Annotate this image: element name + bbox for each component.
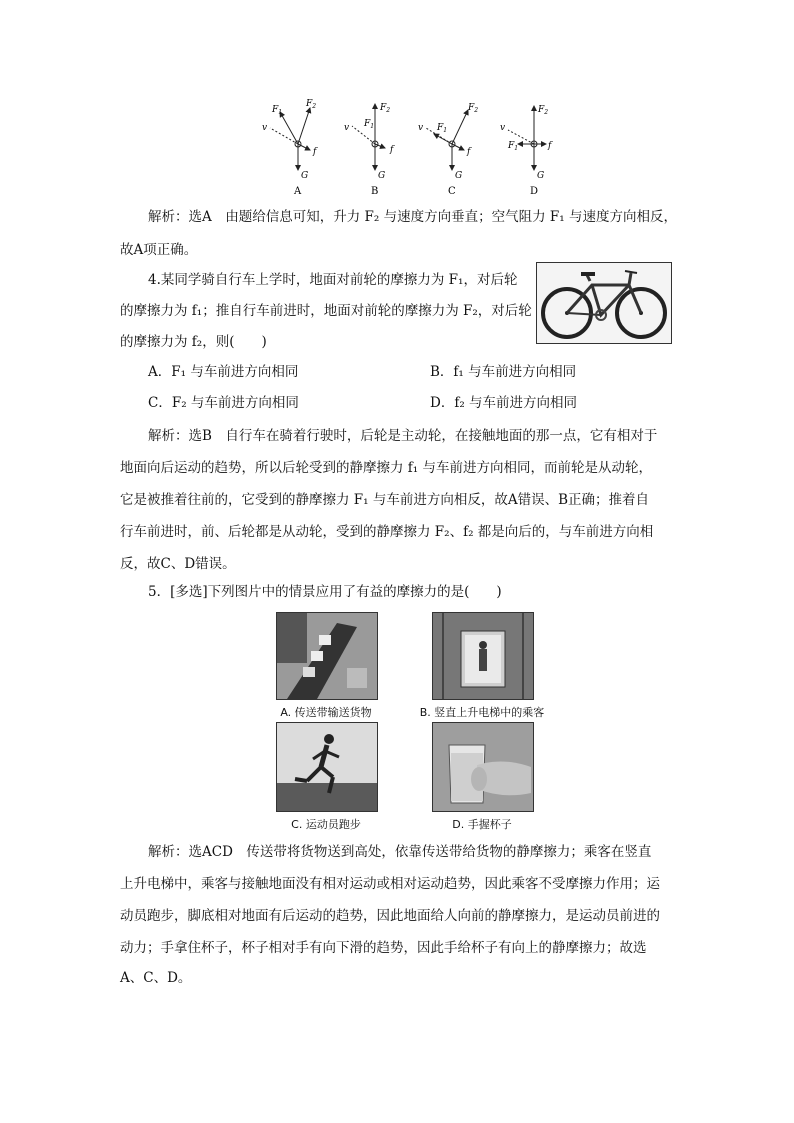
hand-holding-glass-image [432, 722, 534, 812]
svg-text:v: v [500, 123, 506, 133]
diagram-b [344, 103, 395, 197]
svg-text:v: v [262, 123, 268, 133]
runner-image [276, 722, 378, 812]
q4-option-c: C．F₂ 与车前进方向相同 [148, 395, 299, 411]
q4-option-a: A．F₁ 与车前进方向相同 [148, 364, 299, 380]
label-f2: $F_2$ [306, 99, 317, 110]
q4-stem-line3: 的摩擦力为 f₂，则( ) [120, 334, 267, 350]
svg-text:f: f [390, 145, 394, 155]
svg-text:G: G [455, 171, 463, 181]
q4-stem-line1: 4.某同学骑自行车上学时，地面对前轮的摩擦力为 F₁，对后轮 [148, 272, 518, 288]
caption-d: D. 手握杯子 [452, 818, 512, 831]
svg-text:G: G [378, 171, 386, 181]
svg-text:F1: $F_1$ [364, 119, 375, 130]
caption-a: A. 传送带输送货物 [280, 706, 372, 719]
conveyor-belt-image [276, 612, 378, 700]
label-f1: $F_1$ [272, 105, 283, 116]
elevator-image [432, 612, 534, 700]
q4-stem-line2: 的摩擦力为 f₁；推自行车前进时，地面对前轮的摩擦力为 F₂，对后轮 [120, 303, 532, 319]
q5-analysis-line3: 动员跑步，脚底相对地面有后运动的趋势，因此地面给人向前的静摩擦力，是运动员前进的 [120, 908, 660, 924]
diagram-d [500, 105, 553, 197]
diagram-label: D [530, 186, 539, 197]
svg-text:F2: $F_2$ [538, 105, 549, 116]
diagram-label: A [294, 186, 302, 197]
svg-text:F2: $F_2$ [380, 103, 391, 114]
bicycle-image [536, 262, 672, 344]
q4-analysis-line2: 地面向后运动的趋势，所以后轮受到的静摩擦力 f₁ 与车前进方向相同，而前轮是从动轮， [120, 460, 652, 476]
svg-text:F2: $F_2$ [468, 103, 479, 114]
svg-text:f: f [467, 147, 471, 157]
svg-text:f: f [548, 141, 552, 151]
caption-b: B. 竖直上升电梯中的乘客 [419, 706, 545, 719]
diagram-c [418, 103, 478, 197]
svg-text:F1: $F_1$ [508, 141, 519, 152]
q5-analysis-line5: A、C、D。 [120, 970, 192, 986]
caption-c: C. 运动员跑步 [291, 818, 361, 831]
svg-text:v: v [344, 123, 350, 133]
diagram-label: C [448, 186, 456, 197]
svg-text:v: v [418, 123, 424, 133]
q4-option-b: B．f₁ 与车前进方向相同 [430, 364, 577, 380]
svg-text:G: G [301, 171, 309, 181]
q5-analysis-line4: 动力；手拿住杯子，杯子相对手有向下滑的趋势，因此手给杯子有向上的静摩擦力；故选 [120, 940, 647, 956]
q3-analysis-line2: 故A项正确。 [120, 242, 198, 258]
svg-text:G: G [537, 171, 545, 181]
svg-text:f: f [313, 147, 317, 157]
diagram-label: B [371, 186, 379, 197]
q4-analysis-line4: 行车前进时，前、后轮都是从动轮，受到的静摩擦力 F₂、f₂ 都是向后的，与车前进方向相 [120, 524, 654, 540]
q4-analysis-line3: 它是被推着往前的，它受到的静摩擦力 F₁ 与车前进方向相反，故A错误、B正确；推着自 [120, 492, 650, 508]
svg-text:F1: $F_1$ [437, 123, 448, 134]
q3-analysis-line1: 解析：选A 由题给信息可知，升力 F₂ 与速度方向垂直；空气阻力 F₁ 与速度方向相反， [148, 209, 677, 225]
q5-stem: 5．[多选]下列图片中的情景应用了有益的摩擦力的是( ) [148, 584, 502, 600]
q5-analysis-line1: 解析：选ACD 传送带将货物送到高处，依靠传送带给货物的静摩擦力；乘客在竖直 [148, 844, 652, 860]
q4-analysis-line5: 反，故C、D错误。 [120, 556, 236, 572]
diagram-a [262, 99, 318, 197]
q4-option-d: D．f₂ 与车前进方向相同 [430, 395, 578, 411]
force-diagrams [250, 96, 560, 200]
q5-analysis-line2: 上升电梯中，乘客与接触地面没有相对运动或相对运动趋势，因此乘客不受摩擦力作用；运 [120, 876, 660, 892]
q4-analysis-line1: 解析：选B 自行车在骑着行驶时，后轮是主动轮，在接触地面的那一点，它有相对于 [148, 428, 658, 444]
